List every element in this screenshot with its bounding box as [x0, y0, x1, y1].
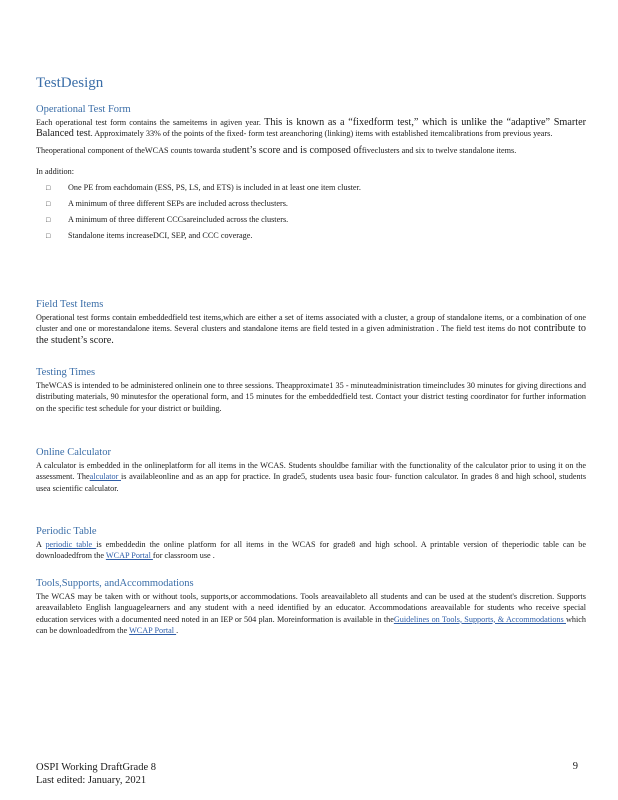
bullet-icon: □	[46, 232, 51, 241]
footer-edited-date: Last edited: January, 2021	[36, 775, 147, 786]
bullet-icon: □	[46, 184, 51, 193]
heading-periodic-table: Periodic Table	[36, 526, 97, 537]
document-page	[36, 0, 586, 800]
heading-calculator: Online Calculator	[36, 447, 111, 458]
section-operational	[36, 104, 586, 244]
heading-field-test: Field Test Items	[36, 299, 104, 310]
bullet-item: □ One PE from eachdomain (ESS, PS, LS, and ETS) is included in at least one item cluster.	[46, 180, 586, 196]
paragraph-tools-supports: The WCAS may be taken with or without tools, supports,or accommodations. Tools areavailableto all students and can be used at the student's discretion. Supports areavailableto English languagelearners and any student with a need identified by an educator. Accommodations areavailable for students who receive special education services with a documented need noted in an IEP or 504 plan. Moreinformation is available in theGuidelines on Tools, Supports, & Accommodations which can be downloadedfrom the WCAP Portal .	[36, 592, 586, 635]
section-testing-times	[36, 367, 586, 414]
wcap-portal-link[interactable]: WCAP Portal	[105, 551, 153, 561]
heading-tools-supports: Tools,Supports, andAccommodations	[36, 578, 194, 589]
bullet-item: □ A minimum of three different CCCsareincluded across the clusters.	[46, 212, 586, 228]
wcap-portal-link[interactable]: WCAP Portal	[129, 625, 177, 635]
periodic-table-link[interactable]: periodic table	[45, 540, 97, 549]
page-footer	[36, 761, 156, 787]
page-number: 9	[572, 761, 578, 772]
paragraph-testing-times: TheWCAS is intended to be administered onlinein one to three sessions. Theapproximate1 35 - minuteadministration timeincludes 30 minutes for giving directions and distributing materials, 90 minutesfor the operational form, and 15 minutes for the embeddedfield test. Contact your district testing coordinator for further information on the specific test schedule for your district or building.	[36, 381, 586, 413]
calculator-link[interactable]: alculator	[89, 472, 121, 482]
paragraph-operational-1: Each operational test form contains the sameitems in agiven year. This is known as a “fixedform test,” which is unlike the “adaptive” Smarter Balanced test. Approximately 33% of the points of the fixed- form test areanchoring (linking) items with established itemcalibrations from previous years.	[36, 117, 586, 140]
footer-draft-label: OSPI Working DraftGrade 8	[36, 762, 156, 773]
bullet-item: □ A minimum of three different SEPs are included across theclusters.	[46, 196, 586, 212]
in-addition-label: In addition:	[36, 166, 74, 176]
paragraph-operational-2: Theoperational component of theWCAS counts towarda student’s score and is composed offiveclusters and six to twelve standalone items.	[36, 144, 517, 156]
page-title: TestDesign	[36, 75, 104, 91]
heading-testing-times: Testing Times	[36, 367, 96, 378]
paragraph-calculator: A calculator is embedded in the onlineplatform for all items in the WCAS. Students shouldbe familiar with the functionality of the calculator prior to using it on the assessment. Thealculator is availableonline and as an app for practice. In grade5, students usea basic four- function calculator. In grades 8 and high school, students usea scientific calculator.	[36, 461, 587, 493]
section-field-test	[36, 299, 586, 346]
heading-operational: Operational Test Form	[36, 104, 131, 115]
paragraph-field-test: Operational test forms contain embeddedfield test items,which are either a set of items associated with a cluster, a group of standalone items, or a combination of one cluster and one or morestandalone items. Several clusters and standalone items are field tested in a given administration . The field test items do not contribute to the student’s score.	[36, 313, 586, 346]
paragraph-periodic-table: A periodic table is embeddedin the online platform for all items in the WCAS for grade8 and high school. A printable version of theperiodic table can be downloadedfrom the WCAP Portal for classroom use .	[36, 540, 586, 561]
section-calculator	[36, 447, 586, 494]
bullet-list	[46, 180, 586, 244]
section-tools-supports	[36, 578, 586, 636]
section-periodic-table	[36, 526, 586, 562]
guidelines-link[interactable]: Guidelines on Tools, Supports, & Accommodations	[393, 614, 566, 624]
bullet-icon: □	[46, 216, 51, 225]
bullet-item: □ Standalone items increaseDCI, SEP, and CCC coverage.	[46, 228, 586, 244]
bullet-icon: □	[46, 200, 51, 209]
